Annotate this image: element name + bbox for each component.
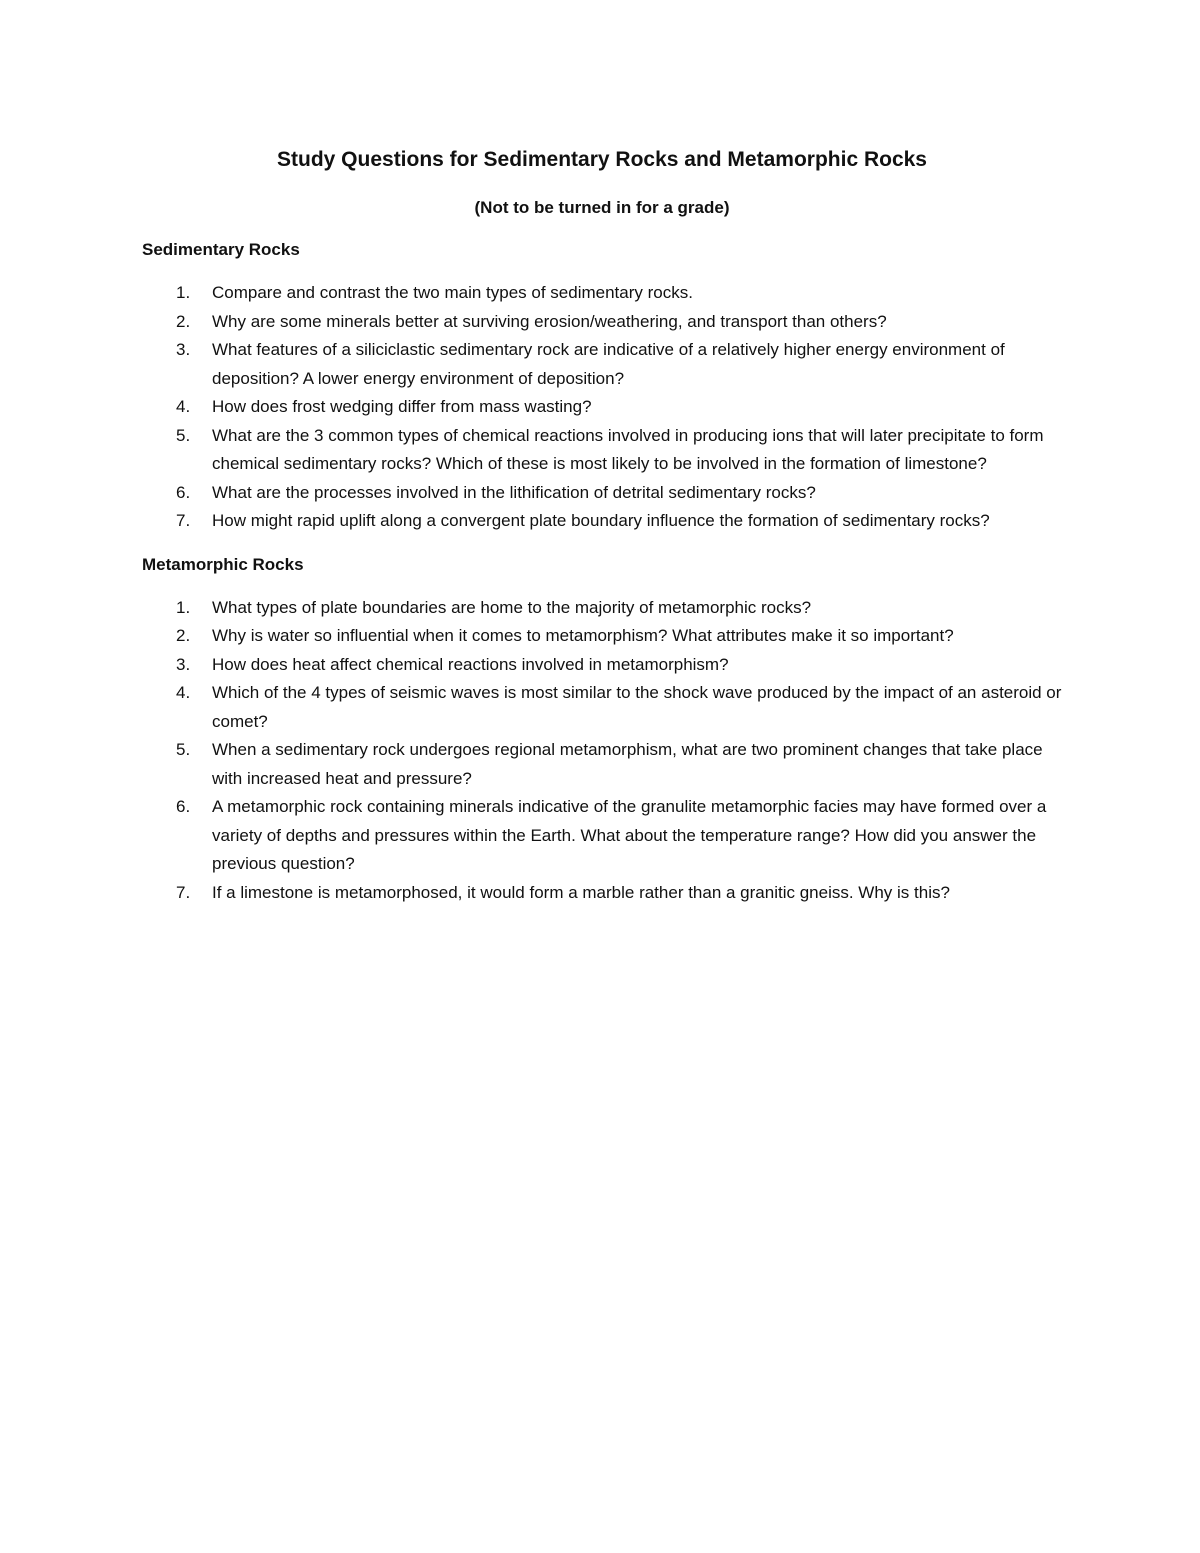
question-text: How might rapid uplift along a convergent plate boundary influence the formation of sedimentary rocks? <box>212 511 990 530</box>
question-text: Which of the 4 types of seismic waves is most similar to the shock wave produced by the impact of an asteroid or comet? <box>212 683 1062 731</box>
metamorphic-questions-list <box>142 594 1062 908</box>
list-item <box>142 594 1062 623</box>
list-item <box>142 393 1062 422</box>
list-item <box>142 507 1062 536</box>
question-text: What are the 3 common types of chemical reactions involved in producing ions that will later precipitate to form chemical sedimentary rocks? Which of these is most likely to be involved in the formation of limestone? <box>212 425 1044 473</box>
list-item <box>142 422 1062 479</box>
question-number: 7. <box>176 882 191 902</box>
document-title: Study Questions for Sedimentary Rocks and Metamorphic Rocks <box>277 148 927 171</box>
list-item <box>142 793 1062 879</box>
list-item <box>142 879 1062 908</box>
list-item <box>142 279 1062 308</box>
question-number: 5. <box>176 740 191 759</box>
document-subtitle: (Not to be turned in for a grade) <box>474 198 730 217</box>
question-text: What types of plate boundaries are home to the majority of metamorphic rocks? <box>212 597 812 617</box>
question-text: Compare and contrast the two main types of sedimentary rocks. <box>212 283 693 302</box>
question-text: What features of a siliciclastic sedimentary rock are indicative of a relatively higher energy environment of deposition? A lower energy environment of deposition? <box>212 340 1005 388</box>
question-number: 1. <box>176 597 191 617</box>
question-text: When a sedimentary rock undergoes regional metamorphism, what are two prominent changes that take place with increased heat and pressure? <box>212 740 1043 788</box>
question-number: 4. <box>176 683 191 702</box>
list-item <box>142 736 1062 793</box>
question-number: 6. <box>176 482 191 502</box>
section-heading-sedimentary: Sedimentary Rocks <box>142 240 300 259</box>
question-text: A metamorphic rock containing minerals indicative of the granulite metamorphic facies may have formed over a variety of depths and pressures within the Earth. What about the temperature range? How did you answer the previous question? <box>212 797 1047 873</box>
list-item <box>142 622 1062 651</box>
question-number: 5. <box>176 425 191 445</box>
question-number: 3. <box>176 340 191 359</box>
list-item <box>142 336 1062 393</box>
list-item <box>142 651 1062 680</box>
question-text: What are the processes involved in the lithification of detrital sedimentary rocks? <box>212 482 816 502</box>
question-text: Why is water so influential when it comes to metamorphism? What attributes make it so important? <box>212 626 954 645</box>
question-text: How does heat affect chemical reactions involved in metamorphism? <box>212 654 729 674</box>
list-item <box>142 679 1062 736</box>
question-number: 7. <box>176 511 191 530</box>
question-number: 4. <box>176 397 191 416</box>
question-number: 6. <box>176 797 191 816</box>
question-number: 1. <box>176 283 191 302</box>
document-body <box>142 143 1062 907</box>
question-text: If a limestone is metamorphosed, it would form a marble rather than a granitic gneiss. Why is this? <box>212 882 950 902</box>
question-text: How does frost wedging differ from mass wasting? <box>212 397 592 416</box>
question-number: 2. <box>176 311 191 331</box>
section-heading-metamorphic: Metamorphic Rocks <box>142 554 304 574</box>
list-item <box>142 479 1062 508</box>
question-number: 2. <box>176 626 191 645</box>
list-item <box>142 308 1062 337</box>
question-text: Why are some minerals better at surviving erosion/weathering, and transport than others? <box>212 311 887 331</box>
question-number: 3. <box>176 654 191 674</box>
sedimentary-questions-list <box>142 279 1062 536</box>
